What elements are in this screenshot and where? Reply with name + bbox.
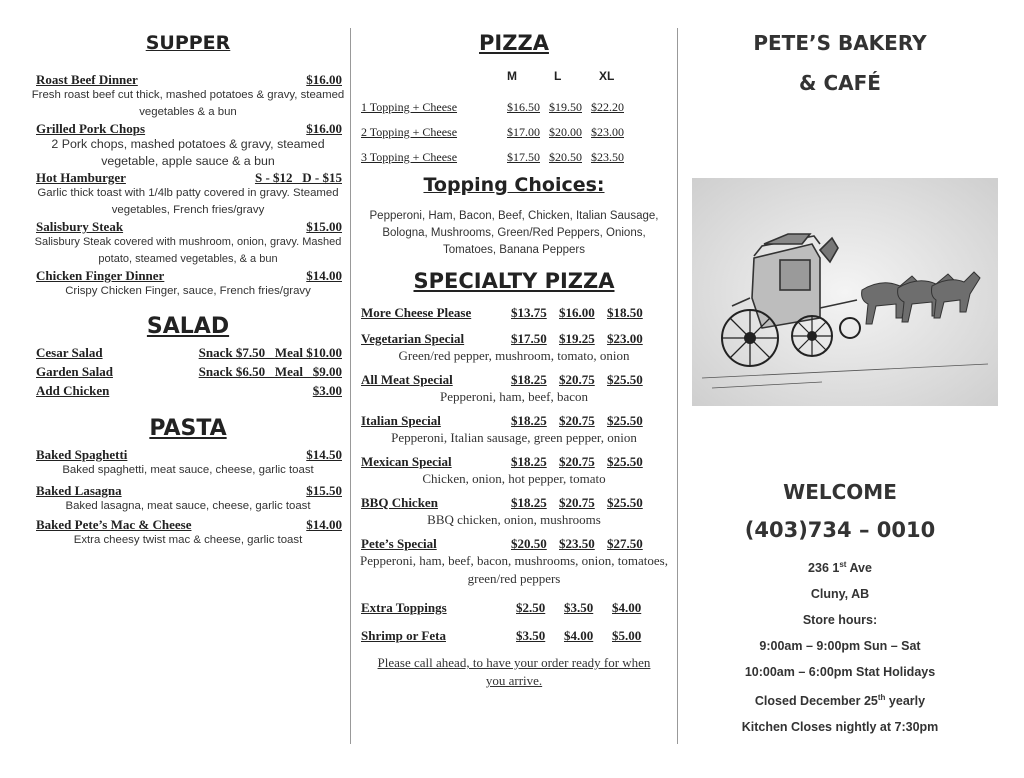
address: 236 1st Ave bbox=[808, 560, 872, 576]
store-hours-label: Store hours: bbox=[802, 613, 878, 628]
item-price: $20.50 bbox=[549, 150, 582, 164]
item-price: $4.00 bbox=[564, 628, 594, 643]
item-name: Pete’s Special bbox=[361, 536, 437, 551]
item-price: $16.00 bbox=[306, 121, 342, 136]
item-price: $20.75 bbox=[559, 413, 595, 428]
item-price: Snack $7.50 Meal $10.00 bbox=[198, 345, 342, 360]
cafe-info-column bbox=[684, 28, 996, 746]
pizza-size-header bbox=[356, 69, 672, 83]
item-name: More Cheese Please bbox=[361, 305, 472, 320]
item-price: $14.00 bbox=[306, 268, 342, 283]
item-price: $5.00 bbox=[612, 628, 642, 643]
item-name: 3 Topping + Cheese bbox=[361, 150, 458, 164]
item-price: $16.00 bbox=[559, 305, 595, 320]
item-price: Snack $6.50 Meal $9.00 bbox=[198, 364, 342, 379]
item-desc: 2 Pork chops, mashed potatoes & gravy, steamed vegetable, apple sauce & a bun bbox=[51, 137, 325, 168]
call-ahead-note: Please call ahead, to have your order ready for when you arrive. bbox=[377, 655, 651, 688]
item-price: $22.20 bbox=[591, 100, 624, 114]
salad-heading: SALAD bbox=[146, 314, 230, 339]
item-price: $18.25 bbox=[511, 454, 547, 469]
item-price: $19.25 bbox=[559, 331, 595, 346]
pasta-list bbox=[30, 447, 346, 549]
hours-regular: 9:00am – 9:00pm Sun – Sat bbox=[759, 639, 921, 654]
menu-item bbox=[356, 454, 672, 488]
item-price: $18.50 bbox=[607, 305, 643, 320]
specialty-pizza-heading: SPECIALTY PIZZA bbox=[413, 269, 615, 293]
menu-item bbox=[356, 628, 672, 644]
menu-item bbox=[30, 219, 346, 268]
item-name: Shrimp or Feta bbox=[361, 628, 446, 643]
item-desc: Extra cheesy twist mac & cheese, garlic toast bbox=[73, 534, 303, 546]
item-name: Salisbury Steak bbox=[36, 219, 124, 234]
item-name: BBQ Chicken bbox=[361, 495, 438, 510]
item-price: $20.00 bbox=[549, 125, 582, 139]
item-price: $18.25 bbox=[511, 413, 547, 428]
menu-item bbox=[30, 170, 346, 219]
menu-item bbox=[30, 72, 346, 121]
item-price: $14.00 bbox=[306, 517, 342, 532]
item-price: $25.50 bbox=[607, 372, 643, 387]
item-price: $15.50 bbox=[306, 483, 342, 498]
item-name: 1 Topping + Cheese bbox=[361, 100, 458, 114]
item-price: $15.00 bbox=[306, 219, 342, 234]
item-name: Baked Lasagna bbox=[36, 483, 122, 498]
item-price: $17.50 bbox=[507, 150, 540, 164]
item-name: 2 Topping + Cheese bbox=[361, 125, 458, 139]
menu-item bbox=[356, 413, 672, 447]
item-desc: Baked spaghetti, meat sauce, cheese, garlic toast bbox=[62, 464, 314, 476]
salad-list bbox=[30, 345, 346, 398]
item-price: $23.50 bbox=[559, 536, 595, 551]
pizza-row bbox=[356, 124, 672, 140]
menu-item bbox=[356, 372, 672, 406]
menu-item bbox=[30, 447, 346, 479]
size-label: L bbox=[554, 69, 562, 83]
item-price: $14.50 bbox=[306, 447, 342, 462]
supper-list bbox=[30, 72, 346, 300]
menu-item bbox=[30, 364, 346, 379]
stagecoach-drawing bbox=[692, 178, 998, 406]
item-name: Grilled Pork Chops bbox=[36, 121, 146, 136]
item-desc: Chicken, onion, hot pepper, tomato bbox=[422, 471, 606, 486]
item-price: $3.50 bbox=[516, 628, 546, 643]
pizza-row bbox=[356, 149, 672, 165]
column-divider bbox=[350, 28, 351, 744]
item-desc: Crispy Chicken Finger, sauce, French fries/gravy bbox=[65, 285, 311, 297]
item-price: $25.50 bbox=[607, 454, 643, 469]
size-label: XL bbox=[599, 69, 615, 83]
item-name: Garden Salad bbox=[36, 364, 113, 379]
contact-info bbox=[684, 480, 996, 740]
stagecoach-illustration bbox=[692, 178, 998, 406]
welcome-text: WELCOME bbox=[783, 480, 897, 504]
item-price: $23.00 bbox=[591, 125, 624, 139]
item-price: $23.50 bbox=[591, 150, 624, 164]
specialty-list bbox=[356, 305, 672, 588]
item-desc: Pepperoni, Italian sausage, green pepper, onion bbox=[391, 430, 637, 445]
item-price: $19.50 bbox=[549, 100, 582, 114]
closed-notice: Closed December 25th yearly bbox=[754, 693, 926, 709]
supper-salad-pasta-column bbox=[30, 28, 346, 746]
item-price: $20.75 bbox=[559, 372, 595, 387]
extras-list bbox=[356, 600, 672, 644]
item-name: Mexican Special bbox=[361, 454, 452, 469]
pizza-price-table bbox=[356, 99, 672, 165]
item-desc: Garlic thick toast with 1/4lb patty covered in gravy. Steamed vegetables, French fries/gravy bbox=[37, 187, 339, 216]
menu-item bbox=[30, 345, 346, 360]
hours-stat-holidays: 10:00am – 6:00pm Stat Holidays bbox=[744, 665, 936, 680]
column-divider bbox=[677, 28, 678, 744]
item-name: Add Chicken bbox=[36, 383, 110, 398]
item-name: Roast Beef Dinner bbox=[36, 72, 138, 87]
item-name: Cesar Salad bbox=[36, 345, 103, 360]
size-label: M bbox=[507, 69, 517, 83]
phone-number: (403)734 – 0010 bbox=[744, 518, 936, 542]
item-price: $3.50 bbox=[564, 600, 594, 615]
menu-item bbox=[356, 305, 672, 321]
menu-item bbox=[356, 536, 672, 588]
menu-item bbox=[356, 331, 672, 365]
item-desc: Pepperoni, ham, beef, bacon, mushrooms, onion, tomatoes, green/red peppers bbox=[360, 553, 668, 586]
item-desc: Fresh roast beef cut thick, mashed potatoes & gravy, steamed vegetables & a bun bbox=[31, 89, 345, 118]
pizza-column bbox=[356, 28, 672, 746]
item-desc: Pepperoni, ham, beef, bacon bbox=[439, 389, 588, 404]
item-price: $4.00 bbox=[612, 600, 642, 615]
item-price: S - $12 D - $15 bbox=[254, 170, 342, 185]
item-price: $16.50 bbox=[507, 100, 540, 114]
item-price: $3.00 bbox=[312, 383, 342, 398]
topping-choices-list: Pepperoni, Ham, Bacon, Beef, Chicken, Italian Sausage, Bologna, Mushrooms, Green/Red Peppers, Onions, Tomatoes, Banana Peppers bbox=[369, 210, 659, 256]
item-price: $25.50 bbox=[607, 413, 643, 428]
item-price: $23.00 bbox=[607, 331, 643, 346]
item-price: $25.50 bbox=[607, 495, 643, 510]
item-price: $20.75 bbox=[559, 495, 595, 510]
item-name: Baked Spaghetti bbox=[36, 447, 128, 462]
item-price: $17.50 bbox=[511, 331, 547, 346]
item-name: Italian Special bbox=[361, 413, 441, 428]
city: Cluny, AB bbox=[810, 587, 870, 602]
item-price: $2.50 bbox=[516, 600, 546, 615]
menu-item bbox=[30, 383, 346, 398]
item-name: All Meat Special bbox=[361, 372, 453, 387]
item-desc: Green/red pepper, mushroom, tomato, onion bbox=[398, 348, 630, 363]
item-name: Baked Pete’s Mac & Cheese bbox=[36, 517, 192, 532]
menu-item bbox=[30, 121, 346, 170]
menu-item bbox=[30, 483, 346, 515]
menu-item bbox=[356, 495, 672, 529]
supper-heading: SUPPER bbox=[145, 32, 231, 54]
item-name: Extra Toppings bbox=[361, 600, 447, 615]
pizza-heading: PIZZA bbox=[479, 31, 549, 55]
item-name: Vegetarian Special bbox=[361, 331, 465, 346]
item-name: Chicken Finger Dinner bbox=[36, 268, 165, 283]
item-price: $18.25 bbox=[511, 372, 547, 387]
pasta-heading: PASTA bbox=[149, 416, 227, 441]
cafe-name: PETE’S BAKERY bbox=[753, 31, 927, 55]
item-name: Hot Hamburger bbox=[36, 170, 126, 185]
item-price: $18.25 bbox=[511, 495, 547, 510]
item-price: $20.75 bbox=[559, 454, 595, 469]
pizza-row bbox=[356, 99, 672, 115]
item-price: $16.00 bbox=[306, 72, 342, 87]
item-price: $17.00 bbox=[507, 125, 540, 139]
menu-item bbox=[30, 268, 346, 300]
menu-item bbox=[30, 517, 346, 549]
menu-item bbox=[356, 600, 672, 616]
kitchen-hours: Kitchen Closes nightly at 7:30pm bbox=[741, 720, 939, 735]
topping-choices-heading: Topping Choices: bbox=[423, 174, 605, 196]
item-price: $13.75 bbox=[511, 305, 547, 320]
cafe-name-line2: & CAFÉ bbox=[799, 71, 881, 95]
item-desc: Baked lasagna, meat sauce, cheese, garlic toast bbox=[65, 500, 311, 512]
item-desc: BBQ chicken, onion, mushrooms bbox=[427, 512, 601, 527]
item-price: $27.50 bbox=[607, 536, 643, 551]
item-desc: Salisbury Steak covered with mushroom, onion, gravy. Mashed potato, steamed vegetables, & a bun bbox=[34, 236, 342, 265]
item-price: $20.50 bbox=[511, 536, 547, 551]
